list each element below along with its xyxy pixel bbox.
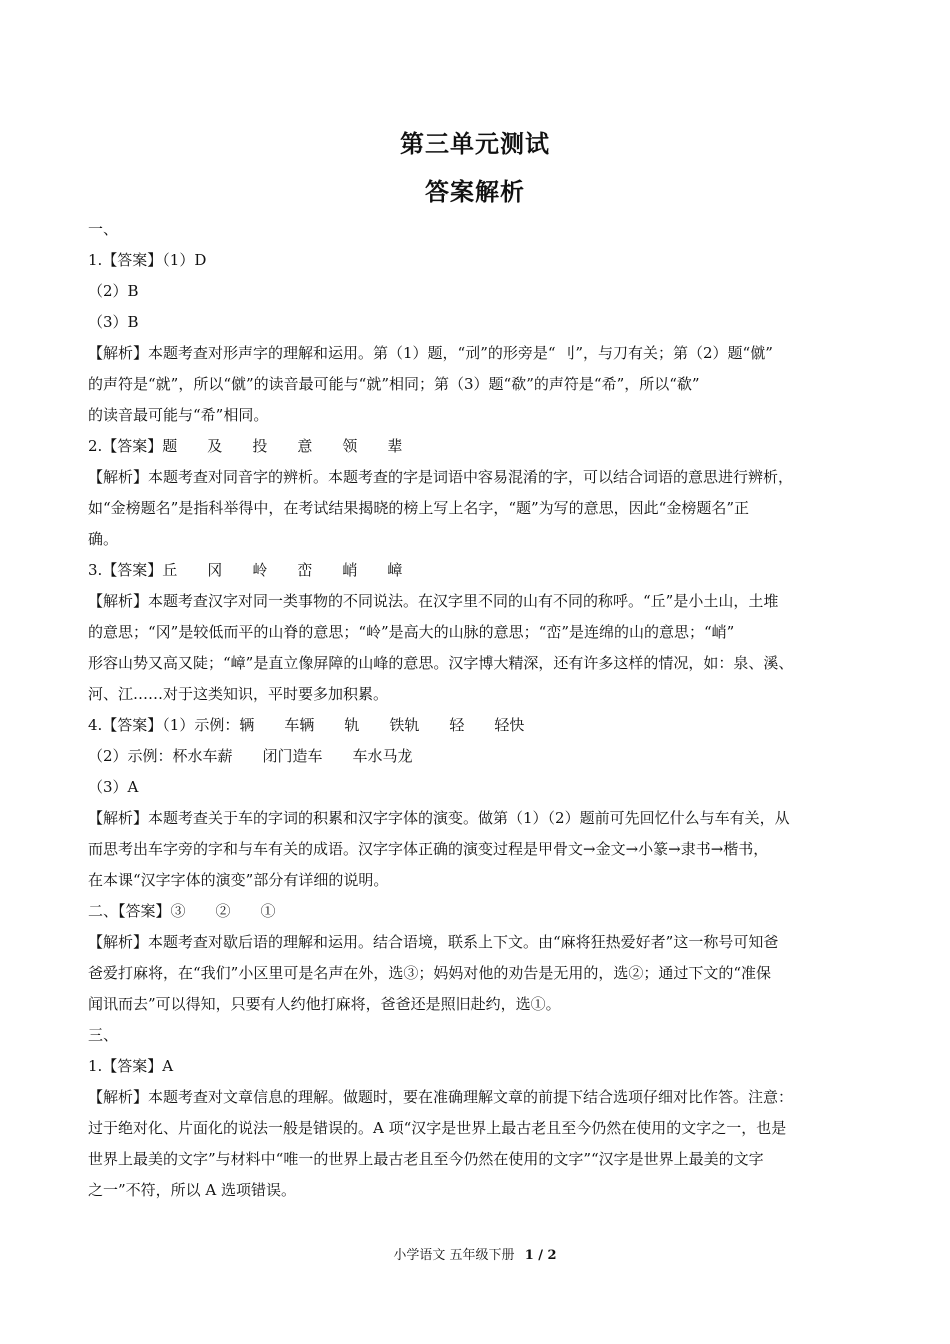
text-line: 【解析】本题考查汉字对同一类事物的不同说法。在汉字里不同的山有不同的称呼。“丘”是小土山，土堆 [88,592,779,610]
text-line: 爸爱打麻将，在“我们”小区里可是名声在外，选③；妈妈对他的劝告是无用的，选②；通过下文的“准保 [88,964,772,982]
text-line: 在本课“汉字字体的演变”部分有详细的说明。 [88,871,389,889]
text-line: （2）B [88,282,139,300]
text-line: 4.【答案】（1）示例：辆 车辆 轨 铁轨 轻 轻快 [88,716,525,734]
text-line: 【解析】本题考查对歇后语的理解和运用。结合语境，联系上下文。由“麻将狂热爱好者”这一称号可知爸 [88,933,779,951]
text-line: 【解析】本题考查对同音字的辨析。本题考查的字是词语中容易混淆的字，可以结合词语的意思进行辨析， [88,468,794,486]
text-line: 1.【答案】A [88,1057,174,1075]
text-line: 三、 [88,1026,119,1044]
text-line: 3.【答案】丘 冈 岭 峦 峭 嶂 [88,561,403,579]
text-line: 河、江……对于这类知识，平时要多加积累。 [88,685,389,703]
text-line: 之一”不符，所以 A 选项错误。 [88,1181,297,1199]
text-line: 如“金榜题名”是指科举得中，在考试结果揭晓的榜上写上名字，“题”为写的意思，因此“金榜题名”正 [88,499,750,517]
text-line: （2）示例：杯水车薪 闭门造车 车水马龙 [88,747,413,765]
text-line: 过于绝对化、片面化的说法一般是错误的。A 项“汉字是世界上最古老且至今仍然在使用的文字之一，也是 [88,1119,787,1137]
text-line: 而思考出车字旁的字和与车有关的成语。汉字字体正确的演变过程是甲骨文→金文→小篆→隶书→楷书， [88,840,769,858]
text-line: 1.【答案】（1）D [88,251,207,269]
text-line: 的声符是“就”，所以“僦”的读音最可能与“就”相同；第（3）题“欷”的声符是“希”，所以“欷” [88,375,700,393]
text-line: 二、【答案】③ ② ① [88,902,276,920]
page-title: 第三单元测试 [400,130,550,158]
footer-label: 小学语文 五年级下册 [393,1248,515,1263]
text-line: 确。 [88,530,119,548]
text-line: 2.【答案】题 及 投 意 领 辈 [88,437,403,455]
text-line: （3）A [88,778,139,796]
footer-page-number: 1 / 2 [524,1248,557,1263]
text-line: 的意思；“冈”是较低而平的山脊的意思；“岭”是高大的山脉的意思；“峦”是连绵的山的意思；“峭” [88,623,735,641]
text-line: 的读音最可能与“希”相同。 [88,406,269,424]
text-line: 一、 [88,220,119,238]
text-line: 【解析】本题考查对文章信息的理解。做题时，要在准确理解文章的前提下结合选项仔细对比作答。注意： [88,1088,794,1106]
text-line: 【解析】本题考查关于车的字词的积累和汉字字体的演变。做第（1）（2）题前可先回忆什么与车有关，从 [88,809,790,827]
page-footer [0,1244,950,1263]
answer-body [88,214,864,1206]
text-line: 闻讯而去”可以得知，只要有人约他打麻将，爸爸还是照旧赴约，选①。 [88,995,561,1013]
text-line: 形容山势又高又陡；“嶂”是直立像屏障的山峰的意思。汉字博大精深，还有许多这样的情况，如：泉、溪、 [88,654,794,672]
page-subtitle: 答案解析 [425,178,525,206]
text-line: 世界上最美的文字”与材料中“唯一的世界上最古老且至今仍然在使用的文字”“汉字是世界上最美的文字 [88,1150,764,1168]
text-line: （3）B [88,313,139,331]
text-line: 【解析】本题考查对形声字的理解和运用。第（1）题，“刓”的形旁是“ 刂”，与刀有关；第（2）题“僦” [88,344,773,362]
